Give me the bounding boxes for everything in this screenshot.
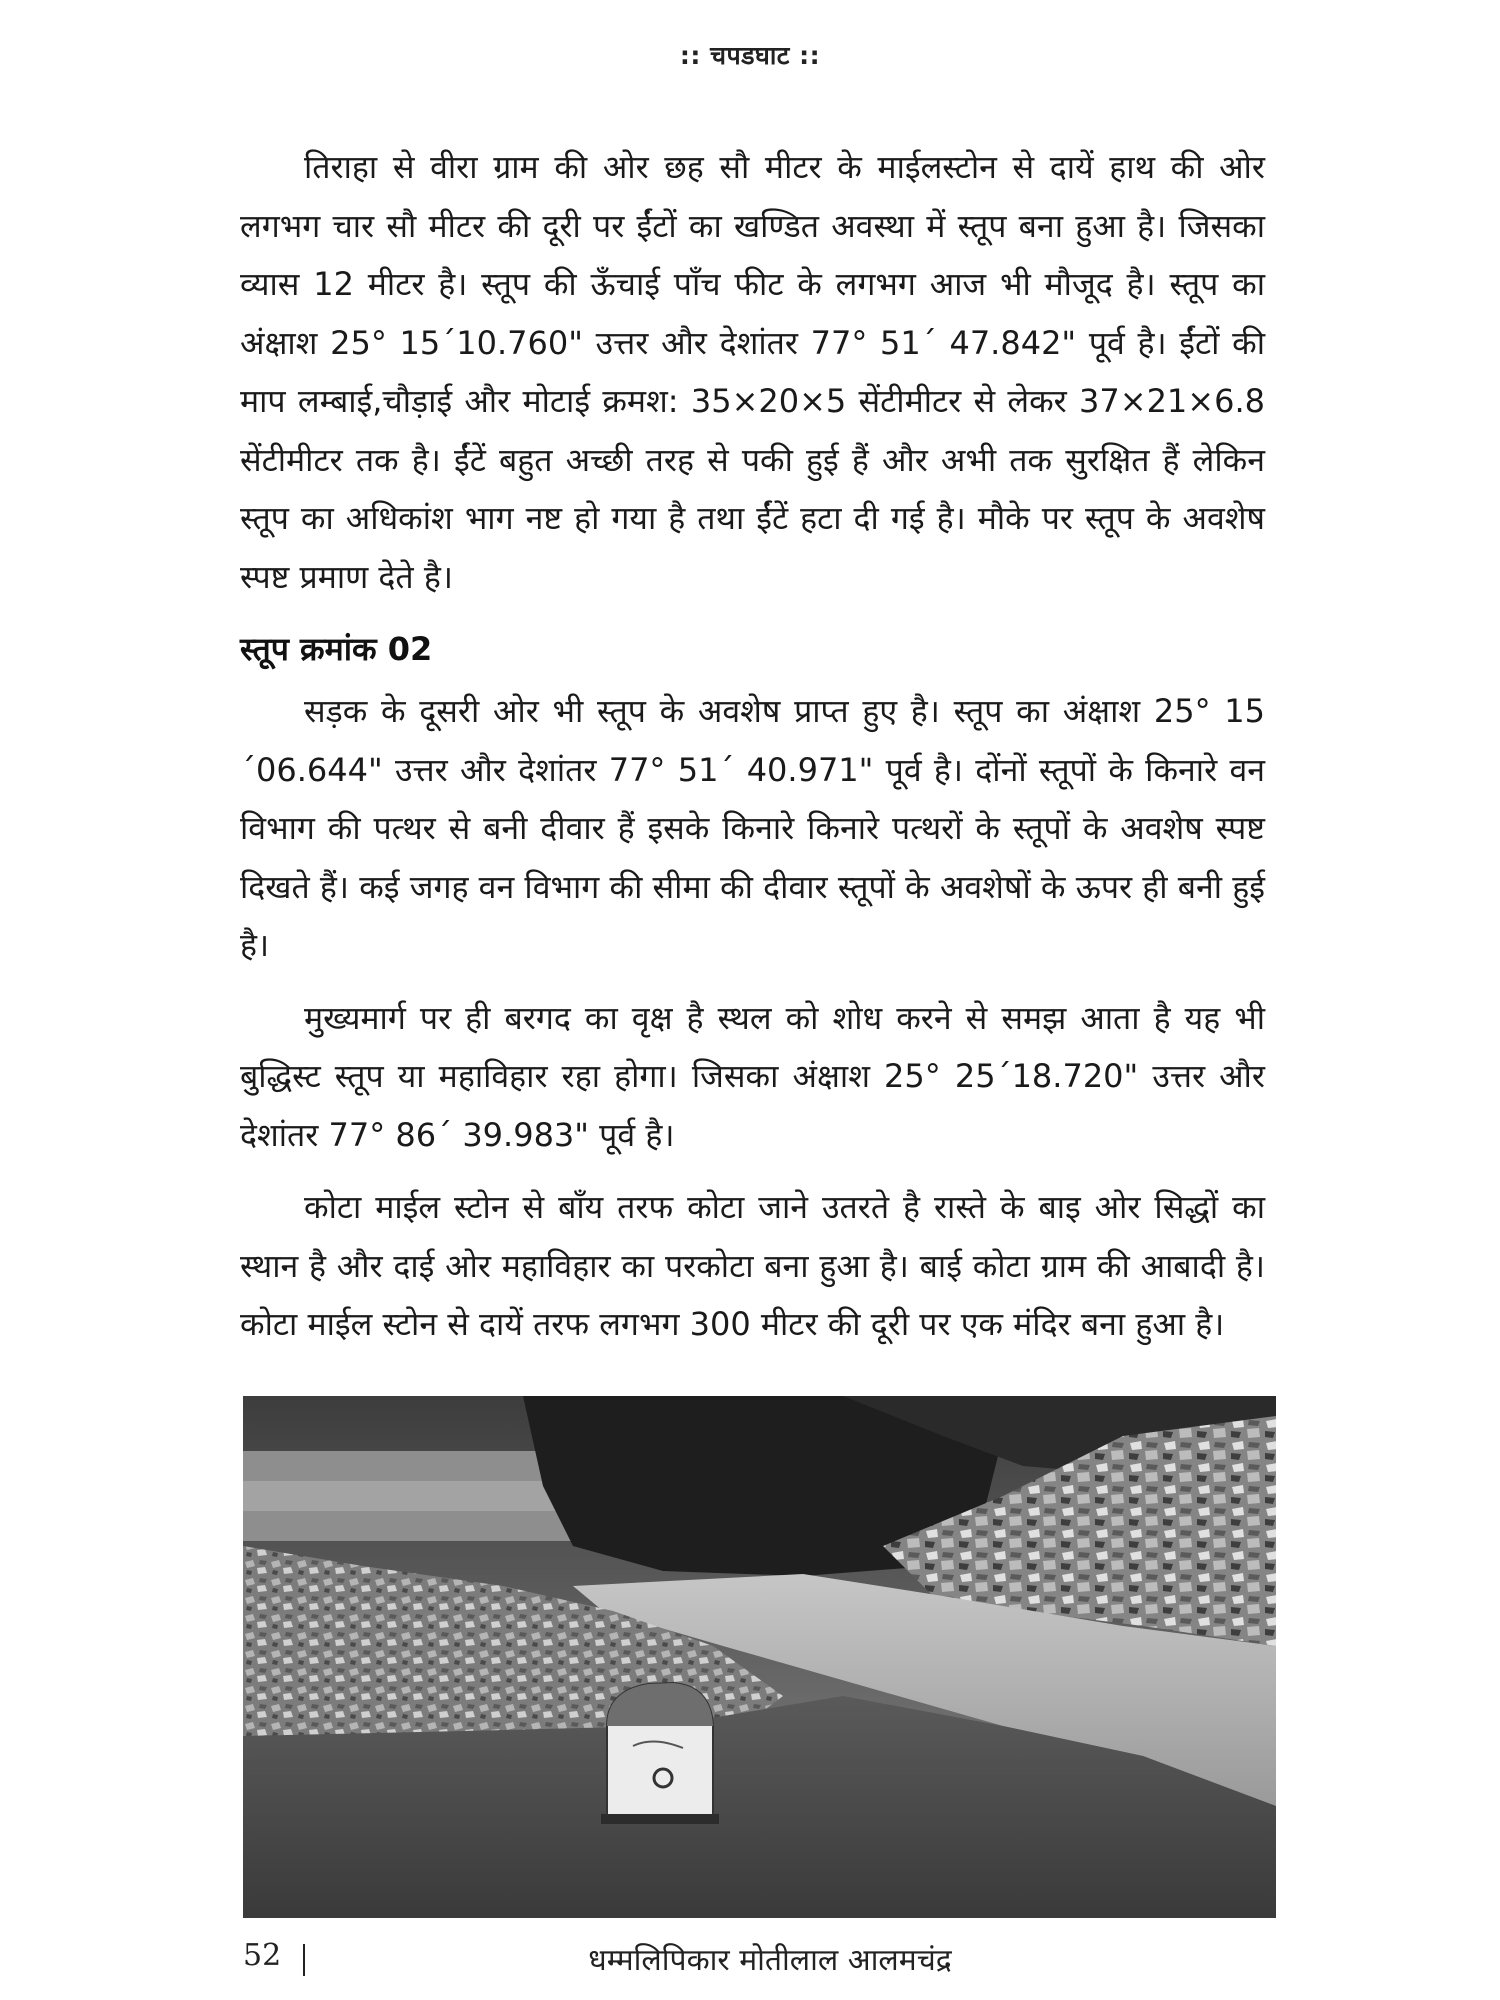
body-text [240,138,1265,1368]
milestone-photo [243,1396,1276,1918]
paragraph-kota-milestone: कोटा माईल स्टोन से बाँय तरफ कोटा जाने उतरते है रास्ते के बाइ ओर सिद्धों का स्थान है और दाई ओर महाविहार का परकोटा बना हुआ है। बाई कोटा ग्राम की आबादी है। कोटा माईल स्टोन से दायें तरफ लगभग 300 मीटर की दूरी पर एक मंदिर बना हुआ है। [240,1188,1265,1343]
milestone-stone [601,1683,719,1824]
page-number: 52 [243,1938,282,1973]
footer-author: धम्मलिपिकार मोतीलाल आलमचंद्र [588,1943,952,1978]
paragraph-banyan-tree: मुख्यमार्ग पर ही बरगद का वृक्ष है स्थल को शोध करने से समझ आता है यह भी बुद्धिस्ट स्तूप या महाविहार रहा होगा। जिसका अंक्षाश 25° 25´18.720" उत्तर और देशांतर 77° 86´ 39.983" पूर्व है। [240,998,1265,1154]
section-heading-stupa-02: स्तूप क्रमांक 02 [240,630,433,668]
running-head: :: चपडघाट :: [679,41,821,70]
milestone-photo-illustration [243,1396,1276,1918]
paragraph-stupa-02: सड़क के दूसरी ओर भी स्तूप के अवशेष प्राप्त हुए है। स्तूप का अंक्षाश 25° 15´06.644" उत्तर और देशांतर 77° 51´ 40.971" पूर्व है। दोंनों स्तूपों के किनारे वन विभाग की पत्थर से बनी दीवार हैं इसके किनारे किनारे पत्थरों के स्तूपों के अवशेष स्पष्ट दिखते हैं। कई जगह वन विभाग की सीमा की दीवार स्तूपों के अवशेषों के ऊपर ही बनी हुई है। [240,692,1265,964]
paragraph-stupa-01: तिराहा से वीरा ग्राम की ओर छह सौ मीटर के माईलस्टोन से दायें हाथ की ओर लगभग चार सौ मीटर की दूरी पर ईंटों का खण्डित अवस्था में स्तूप बना हुआ है। जिसका व्यास 12 मीटर है। स्तूप की ऊँचाई पाँच फीट के लगभग आज भी मौजूद है। स्तूप का अंक्षाश 25° 15´10.760" उत्तर और देशांतर 77° 51´ 47.842" पूर्व है। ईंटों की माप लम्बाई,चौड़ाई और मोटाई क्रमश: 35×20×5 सेंटीमीटर से लेकर 37×21×6.8 सेंटीमीटर तक है। ईंटें बहुत अच्छी तरह से पकी हुई हैं और अभी तक सुरक्षित हैं लेकिन स्तूप का अधिकांश भाग नष्ट हो गया है तथा ईंटें हटा दी गई है। मौके पर स्तूप के अवशेष स्पष्ट प्रमाण देते है। [240,148,1265,596]
page-footer [0,1938,1500,1982]
